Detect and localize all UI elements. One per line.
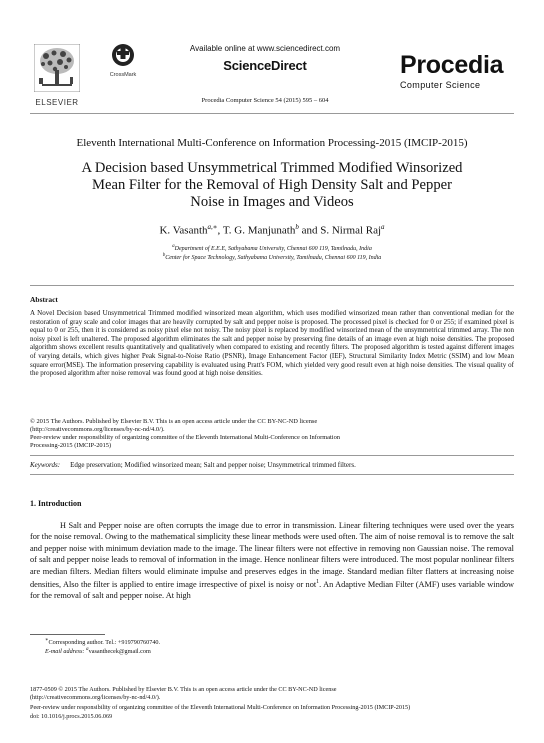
affiliation-text: Department of E.E.E, Sathyabama University, Chennai 600 119, Tamilnadu, India bbox=[174, 246, 372, 252]
header-divider bbox=[30, 113, 514, 114]
elsevier-logo bbox=[34, 44, 80, 107]
procedia-logo bbox=[400, 53, 520, 90]
footnote-email: E-mail address: $^a$vasanthecek@gmail.com bbox=[45, 646, 151, 656]
conference-name: Eleventh International Multi-Conference on Information Processing-2015 (IMCIP-2015) bbox=[76, 137, 468, 149]
title-line: A Decision based Unsymmetrical Trimmed Modified Winsorized bbox=[81, 160, 463, 176]
abstract-top-rule bbox=[30, 285, 514, 286]
keywords-bottom-rule bbox=[30, 474, 514, 475]
author-affiliation-mark: a bbox=[381, 223, 385, 231]
paper-title bbox=[40, 160, 504, 211]
keywords bbox=[30, 461, 514, 469]
doi-link[interactable]: doi: 10.1016/j.procs.2015.06.069 bbox=[30, 713, 113, 720]
intro-text: . An Adaptive Median Filter (AMF) uses variable window for the removal of salt and pepper noise. At high bbox=[30, 580, 515, 601]
elsevier-wordmark: ELSEVIER bbox=[35, 98, 79, 107]
footnote-text: Corresponding author. Tel.: +919790760740. bbox=[48, 639, 161, 647]
section-heading: 1. Introduction bbox=[30, 499, 82, 508]
crossmark-badge[interactable] bbox=[108, 43, 138, 78]
author-name: and S. Nirmal Raj bbox=[298, 224, 382, 237]
available-online-link[interactable]: Available online at www.sciencedirect.com bbox=[189, 44, 341, 53]
footer-license-link[interactable]: (http://creativecommons.org/licenses/by-nc-nd/4.0/). bbox=[30, 694, 161, 701]
keywords-top-rule bbox=[30, 455, 514, 456]
license-link[interactable]: (http://creativecommons.org/licenses/by-nc-nd/4.0/). bbox=[30, 426, 165, 433]
keywords-label: Keywords: bbox=[30, 461, 61, 469]
procedia-wordmark: Procedia bbox=[400, 51, 504, 79]
title-line: Mean Filter for the Removal of High Density Salt and Pepper bbox=[92, 177, 452, 193]
affiliation-text: Center for Space Technology, Sathyabama University, Tamilnadu, Chennai 600 119, India bbox=[165, 255, 382, 261]
author-affiliation-mark: b bbox=[295, 223, 299, 231]
abstract-text: A Novel Decision based Unsymmetrical Trimmed modified winsorized mean algorithm, which uses modified winsorized mean rather than conventional median for the restoration of gray scale and color images that are heavily corrupted by salt and pepper noise is proposed. The processed pixel is checked for 0 or 255; if examined pixel is equal to 0 or 255, then it is considered as noisy pixel else not noisy. The noisy pixel is replaced by modified winsorized mean of the unsymmetrical trimmed array. The non noisy pixel is left unaltered. The proposed algorithm eliminates the salt and pepper noise by preserving fine details of an image even at high noise densities. The proposed algorithm shows excellent results quantitatively and qualitatively when compared to existing and recently filters. The proposed algorithm is tested against different images of varying details, which gives higher Peak Signal-to-Noise Ratio (PSNR), Image Enhancement Factor (IEF), Structural Similarity Index Metric (SSIM) and low Mean square error(MSE). The information preserving capability is evaluated using Pratt's FOM, which yielded very good result even at high noise densities. The visual quality of the proposed algorithm after noise removal was found good at high noise densities. bbox=[30, 309, 514, 378]
author-list bbox=[40, 223, 504, 237]
license-line: Processing-2015 (IMCIP-2015) bbox=[30, 442, 112, 449]
email-address[interactable]: vasanthecek@gmail.com bbox=[88, 648, 151, 656]
procedia-subtitle: Computer Science bbox=[400, 80, 481, 90]
affiliation bbox=[40, 253, 504, 261]
footer-line: 1877-0509 © 2015 The Authors. Published by Elsevier B.V. This is an open access article under the CC BY-NC-ND license bbox=[30, 686, 337, 693]
citation[interactable]: 1 bbox=[316, 579, 320, 586]
footer-line: Peer-review under responsibility of organizing committee of the Eleventh International Multi-Conference on Information Processing-2015 (IMCIP-2015) bbox=[30, 704, 411, 711]
author-name: K. Vasanth bbox=[159, 224, 208, 237]
affiliation-mark: b bbox=[162, 253, 166, 258]
email-label: E-mail address: bbox=[45, 648, 85, 656]
author-name: , T. G. Manjunath bbox=[217, 224, 296, 237]
license-line: Peer-review under responsibility of organizing committee of the Eleventh International Multi-Conference on Information bbox=[30, 434, 340, 441]
keywords-text: Edge preservation; Modified winsorized mean; Salt and pepper noise; Unsymmetrical trimmed filters. bbox=[70, 461, 356, 469]
journal-reference: Procedia Computer Science 54 (2015) 595 – 604 bbox=[201, 97, 329, 104]
footnote-rule bbox=[30, 634, 105, 635]
crossmark-label: CrossMark bbox=[109, 72, 137, 78]
crossmark-icon bbox=[111, 43, 135, 67]
footnote-corresponding: ∗Corresponding author. Tel.: +919790760740. bbox=[45, 637, 161, 647]
elsevier-tree-icon bbox=[34, 44, 80, 92]
sciencedirect-wordmark: ScienceDirect bbox=[223, 58, 307, 73]
license-line: © 2015 The Authors. Published by Elsevier B.V. This is an open access article under the CC BY-NC-ND license bbox=[30, 418, 318, 425]
author-affiliation-mark: a,∗ bbox=[207, 223, 218, 231]
affiliation bbox=[40, 244, 504, 252]
abstract-heading: Abstract bbox=[30, 295, 58, 304]
affiliation-mark: a bbox=[172, 244, 175, 249]
title-line: Noise in Images and Videos bbox=[190, 194, 354, 210]
intro-text: H Salt and Pepper noise are often corrupts the image due to error in transmission. Linear filtering techniques were used over the years for the noise removal. Owing to the mathematical simplicity these linear methods were used often. The aim of noise removal is to remove the salt and pepper noise with minimum deviation made to the image. The linear filters were not effective in removing non Gaussian noise. The removal of salt and pepper noise leads to removal of information in the image. Hence nonlinear filters were introduced. The most popular nonlinear filters are median filters. Median filters would eliminate impulse and preserves edges in the image. Standard median filter flatters at increasing noise densities, Also the filter is applied to entire image irrespective of pixel is noisy or not bbox=[30, 521, 514, 590]
intro-paragraph bbox=[30, 520, 514, 602]
